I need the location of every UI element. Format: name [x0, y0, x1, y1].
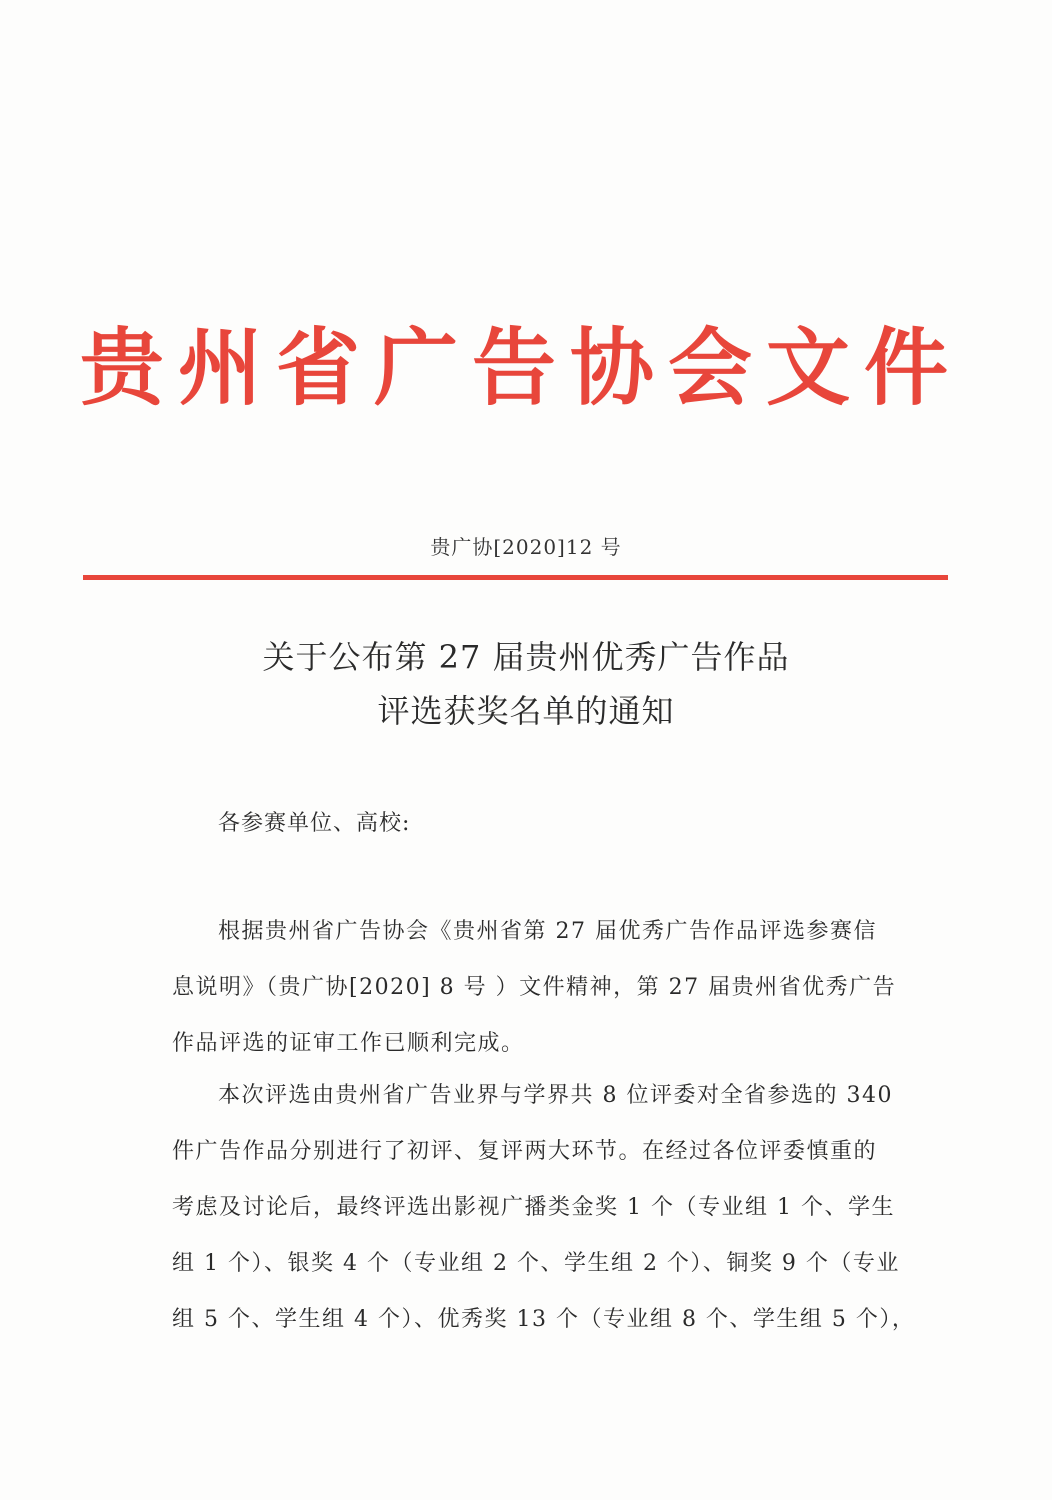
paragraph-line: 本次评选由贵州省广告业界与学界共 8 位评委对全省参选的 340 — [218, 1083, 893, 1108]
salutation: 各参赛单位、高校: — [218, 811, 411, 836]
paragraph-line: 组 5 个、学生组 4 个）、优秀奖 13 个（专业组 8 个、学生组 5 个）， — [172, 1307, 916, 1332]
paragraph-2 — [172, 1068, 916, 1348]
notice-title-line-1: 关于公布第 27 届贵州优秀广告作品 — [262, 638, 790, 676]
paragraph-line: 息说明》（贵广协[2020] 8 号 ）文件精神，第 27 届贵州省优秀广告 — [172, 975, 897, 1000]
paragraph-line: 考虑及讨论后，最终评选出影视广播类金奖 1 个（专业组 1 个、学生 — [172, 1195, 895, 1220]
paragraph-line: 组 1 个）、银奖 4 个（专业组 2 个、学生组 2 个）、铜奖 9 个（专业 — [172, 1251, 900, 1276]
document-header-title: 贵州省广告协会文件 — [80, 318, 963, 417]
notice-title — [0, 630, 1052, 738]
notice-title-line-2: 评选获奖名单的通知 — [377, 692, 675, 730]
paragraph-line: 作品评选的证审工作已顺利完成。 — [172, 1031, 525, 1056]
document-number: 贵广协[2020]12 号 — [430, 535, 622, 559]
paragraph-1 — [172, 904, 900, 1072]
paragraph-line: 根据贵州省广告协会《贵州省第 27 届优秀广告作品评选参赛信 — [218, 919, 877, 944]
red-divider-line — [83, 575, 948, 580]
paragraph-line: 件广告作品分别进行了初评、复评两大环节。在经过各位评委慎重的 — [172, 1139, 878, 1164]
